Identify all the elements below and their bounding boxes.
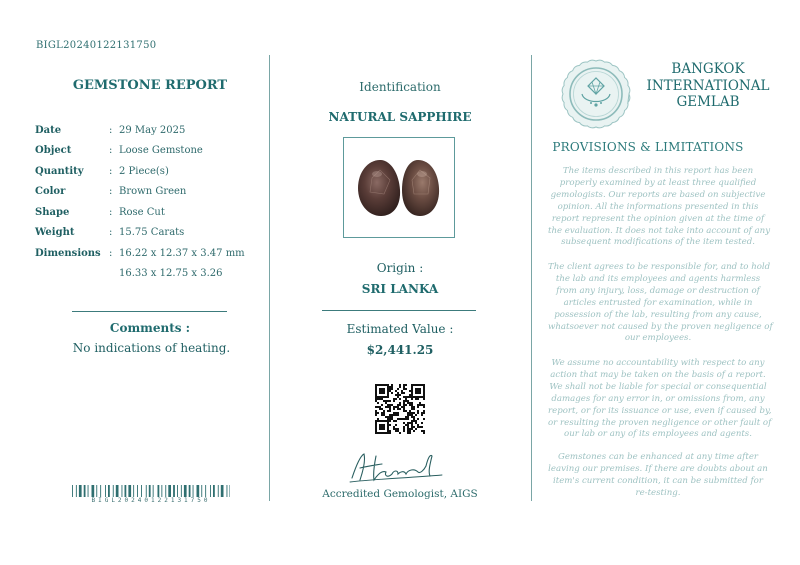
comments-label: Comments : xyxy=(109,321,191,335)
signature xyxy=(346,448,456,486)
detail-row-dimensions-2 xyxy=(35,264,265,285)
estimated-value-label: Estimated Value : xyxy=(346,322,454,336)
provisions-line: or resulting the proven negligence or other fault of xyxy=(548,417,772,428)
provisions-line: gemologists. Our reports are based on subjective xyxy=(550,189,766,200)
detail-value: 16.22 x 12.37 x 3.47 mm xyxy=(119,247,245,259)
detail-label: Shape xyxy=(35,206,70,218)
detail-label: Quantity xyxy=(35,165,84,177)
detail-label: Object xyxy=(35,145,72,157)
provisions-line: the evaluation. It does not take into account of any xyxy=(548,225,771,236)
detail-value: Loose Gemstone xyxy=(119,145,203,157)
provisions-paragraph xyxy=(548,166,771,249)
certificate-id: BIGL20240122131750 xyxy=(36,40,157,51)
origin-value: SRI LANKA xyxy=(361,282,439,296)
lab-logo-icon xyxy=(560,58,632,130)
lab-name xyxy=(642,61,774,111)
provisions-line: The client agrees to be responsible for, and to hold xyxy=(548,262,771,272)
detail-value: 2 Piece(s) xyxy=(119,165,169,177)
detail-separator: : xyxy=(109,124,113,136)
barcode-text: BIGL20240122131750 xyxy=(91,497,211,504)
origin-label: Origin : xyxy=(376,261,424,275)
detail-separator: : xyxy=(109,186,113,198)
detail-separator: : xyxy=(109,227,113,239)
detail-separator: : xyxy=(109,145,113,157)
detail-row-color xyxy=(35,182,265,203)
provisions-line: our lab or any of its employees and agents. xyxy=(564,429,752,440)
provisions-line: articles entrusted for examination, while in xyxy=(563,297,753,308)
divider-rule xyxy=(322,310,476,311)
provisions-line: report, or for its issuance or use, even if caused by, xyxy=(548,405,772,416)
gem-details xyxy=(35,120,265,284)
comments-text: No indications of heating. xyxy=(72,341,231,355)
provisions-line: report represent the opinion given at the time of xyxy=(551,213,765,224)
detail-separator: : xyxy=(109,165,113,177)
detail-row-object xyxy=(35,141,265,162)
estimated-value: $2,441.25 xyxy=(366,343,434,357)
provisions-line: our employees. xyxy=(624,333,692,344)
provisions-line: re-testing. xyxy=(635,487,681,498)
column-divider-right xyxy=(531,55,532,501)
provisions-paragraph xyxy=(548,358,772,441)
gem-photo xyxy=(343,137,455,238)
provisions-line: leaving our premises. If there are doubts about an xyxy=(548,463,768,474)
detail-value: 16.33 x 12.75 x 3.26 xyxy=(119,268,223,280)
provisions-paragraph xyxy=(548,452,768,500)
provisions-line: subsequent modifications of the item tested. xyxy=(561,237,755,248)
detail-label: Weight xyxy=(35,227,75,239)
identification-value: NATURAL SAPPHIRE xyxy=(328,110,472,124)
provisions-line: whatsoever not caused by the proven negligence of xyxy=(548,321,773,332)
detail-value: 29 May 2025 xyxy=(119,124,186,136)
detail-row-date xyxy=(35,120,265,141)
detail-value: Brown Green xyxy=(119,186,187,198)
detail-value: Rose Cut xyxy=(119,206,165,218)
qr-code-icon xyxy=(375,384,425,434)
detail-label: Date xyxy=(35,124,62,136)
detail-separator: : xyxy=(109,206,113,218)
provisions-line: We assume no accountability with respect to any xyxy=(551,358,765,368)
detail-row-quantity xyxy=(35,161,265,182)
detail-value: 15.75 Carats xyxy=(119,227,185,239)
detail-row-dimensions xyxy=(35,243,265,264)
identification-label: Identification xyxy=(359,80,441,94)
provisions-line: opinion. All the informations presented in this xyxy=(557,201,759,212)
lab-name-line: INTERNATIONAL xyxy=(646,77,770,94)
provisions-line: possession of the lab, resulting from any cause, xyxy=(554,309,762,320)
provisions-line: Gemstones can be enhanced at any time after xyxy=(557,452,759,462)
column-divider-left xyxy=(269,55,270,501)
detail-separator: : xyxy=(109,247,113,259)
provisions-line: item's current condition, it can be submitted for xyxy=(553,475,763,486)
gem-stones-image xyxy=(344,138,454,237)
divider-rule xyxy=(72,311,227,312)
detail-label: Dimensions xyxy=(35,247,101,259)
provisions-line: the lab and its employees and agents harmless xyxy=(555,273,761,284)
provisions-paragraph xyxy=(548,262,773,345)
lab-name-line: BANGKOK xyxy=(671,61,745,77)
provisions-line: damages for any error in, or omissions from, any xyxy=(551,393,765,404)
barcode xyxy=(72,485,230,497)
provisions-line: The items described in this report has been xyxy=(562,166,754,176)
lab-name-line: GEMLAB xyxy=(676,94,740,110)
provisions-line: from any injury, loss, damage or destruction of xyxy=(556,285,760,296)
detail-label: Color xyxy=(35,186,66,198)
report-title: GEMSTONE REPORT xyxy=(72,78,228,93)
gemologist-caption: Accredited Gemologist, AIGS xyxy=(322,488,478,500)
provisions-line: We shall not be liable for special or consequential xyxy=(549,381,767,392)
provisions-line: action that may be taken on the basis of a report. xyxy=(550,369,766,380)
detail-row-weight xyxy=(35,223,265,244)
provisions-title: PROVISIONS & LIMITATIONS xyxy=(552,140,744,154)
provisions-line: properly examined by at least three qualified xyxy=(559,177,757,188)
detail-row-shape xyxy=(35,202,265,223)
